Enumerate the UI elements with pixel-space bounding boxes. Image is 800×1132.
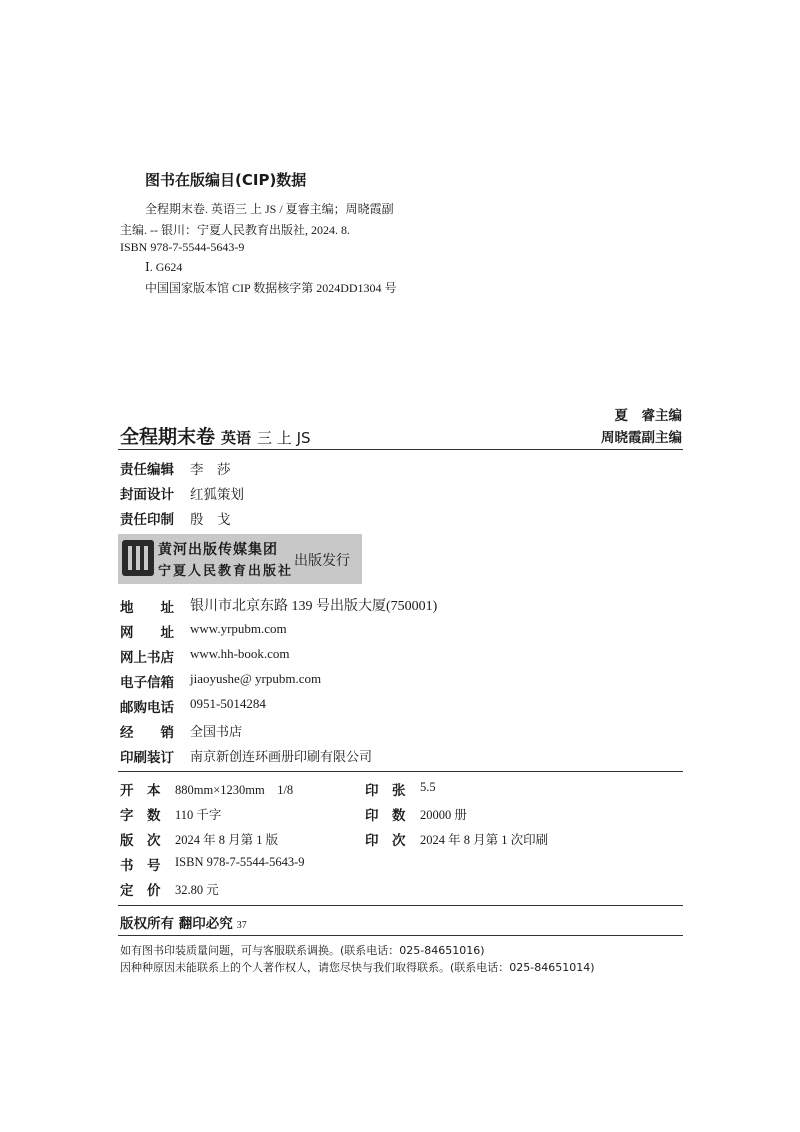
spec-value-price: 32.80 元 [175, 883, 219, 897]
staff-value-print: 殷 戈 [190, 512, 231, 528]
staff-value-cover: 红狐策划 [190, 487, 244, 503]
cip-title: 图书在版编目(CIP)数据 [145, 171, 307, 189]
publisher-emblem-icon [122, 540, 154, 576]
info-value-distributor: 全国书店 [190, 724, 243, 739]
spec-label-printrun: 印 数 [365, 808, 406, 824]
staff-value-editor: 李 莎 [190, 462, 231, 478]
spec-label-isbn: 书 号 [120, 858, 161, 874]
cip-line-3: ISBN 978-7-5544-5643-9 [120, 240, 245, 254]
staff-label-cover: 封面设计 [120, 487, 174, 503]
book-subject: 英语 [221, 429, 252, 447]
spec-value-format: 880mm×1230mm 1/8 [175, 783, 294, 797]
spec-label-sheets: 印 张 [365, 783, 406, 799]
editor-main: 夏 睿主编 [614, 408, 682, 424]
staff-label-print: 责任印制 [120, 512, 174, 528]
spec-value-edition: 2024 年 8 月第 1 版 [175, 833, 279, 847]
cip-line-4: Ⅰ. G624 [145, 260, 183, 274]
notice-quality: 如有图书印装质量问题，可与客服联系调换。(联系电话：025-84651016) [120, 944, 485, 957]
spec-label-edition: 版 次 [120, 833, 161, 849]
cip-line-2: 主编. -- 银川：宁夏人民教育出版社, 2024. 8. [120, 223, 350, 237]
spec-value-printrun: 20000 册 [420, 808, 467, 822]
info-label-email: 电子信箱 [120, 675, 174, 691]
info-value-email: jiaoyushe@ yrpubm.com [190, 671, 322, 686]
info-label-phone: 邮购电话 [120, 700, 174, 716]
publisher-role: 出版发行 [294, 553, 350, 569]
info-label-distributor: 经 销 [120, 725, 174, 741]
info-value-printer: 南京新创连环画册印刷有限公司 [190, 749, 373, 764]
info-label-website: 网 址 [120, 625, 174, 641]
publisher-group-name: 黄河出版传媒集团 [158, 542, 278, 558]
staff-label-editor: 责任编辑 [120, 462, 174, 478]
info-label-address: 地 址 [120, 600, 174, 616]
cip-line-1: 全程期末卷. 英语三 上 JS / 夏睿主编；周晓霞副 [145, 202, 394, 216]
divider-copyright [118, 935, 683, 936]
spec-value-impression: 2024 年 8 月第 1 次印刷 [420, 833, 549, 847]
info-label-printer: 印刷装订 [120, 750, 174, 766]
info-value-phone: 0951-5014284 [190, 696, 266, 711]
info-value-website: www.yrpubm.com [190, 621, 287, 636]
notice-copyright-holders: 因种种原因未能联系上的个人著作权人，请您尽快与我们取得联系。(联系电话：025-84651014) [120, 961, 595, 974]
copyright-text: 版权所有 翻印必究 [120, 916, 233, 932]
divider-specs [118, 905, 683, 906]
info-value-bookstore: www.hh-book.com [190, 646, 290, 661]
book-title-block [120, 422, 311, 449]
cip-line-5: 中国国家版本馆 CIP 数据核字第 2024DD1304 号 [145, 281, 397, 295]
divider-info [118, 771, 683, 772]
spec-label-wordcount: 字 数 [120, 808, 161, 824]
spec-label-price: 定 价 [120, 883, 161, 899]
divider-title [118, 449, 683, 450]
copyright-code: 37 [236, 920, 247, 931]
book-title: 全程期末卷 [120, 426, 216, 448]
info-value-address: 银川市北京东路 139 号出版大厦(750001) [190, 599, 438, 614]
spec-label-format: 开 本 [120, 783, 161, 799]
spec-value-wordcount: 110 千字 [175, 808, 222, 822]
copyright-line [120, 912, 247, 932]
spec-value-isbn: ISBN 978-7-5544-5643-9 [175, 855, 305, 869]
publisher-logo [118, 534, 362, 584]
publisher-press-name: 宁夏人民教育出版社 [158, 564, 294, 579]
spec-label-impression: 印 次 [365, 833, 406, 849]
book-grade: 三 上 JS [257, 429, 311, 447]
spec-value-sheets: 5.5 [420, 780, 436, 794]
editor-deputy: 周晓霞副主编 [601, 430, 682, 446]
info-label-bookstore: 网上书店 [120, 650, 174, 666]
